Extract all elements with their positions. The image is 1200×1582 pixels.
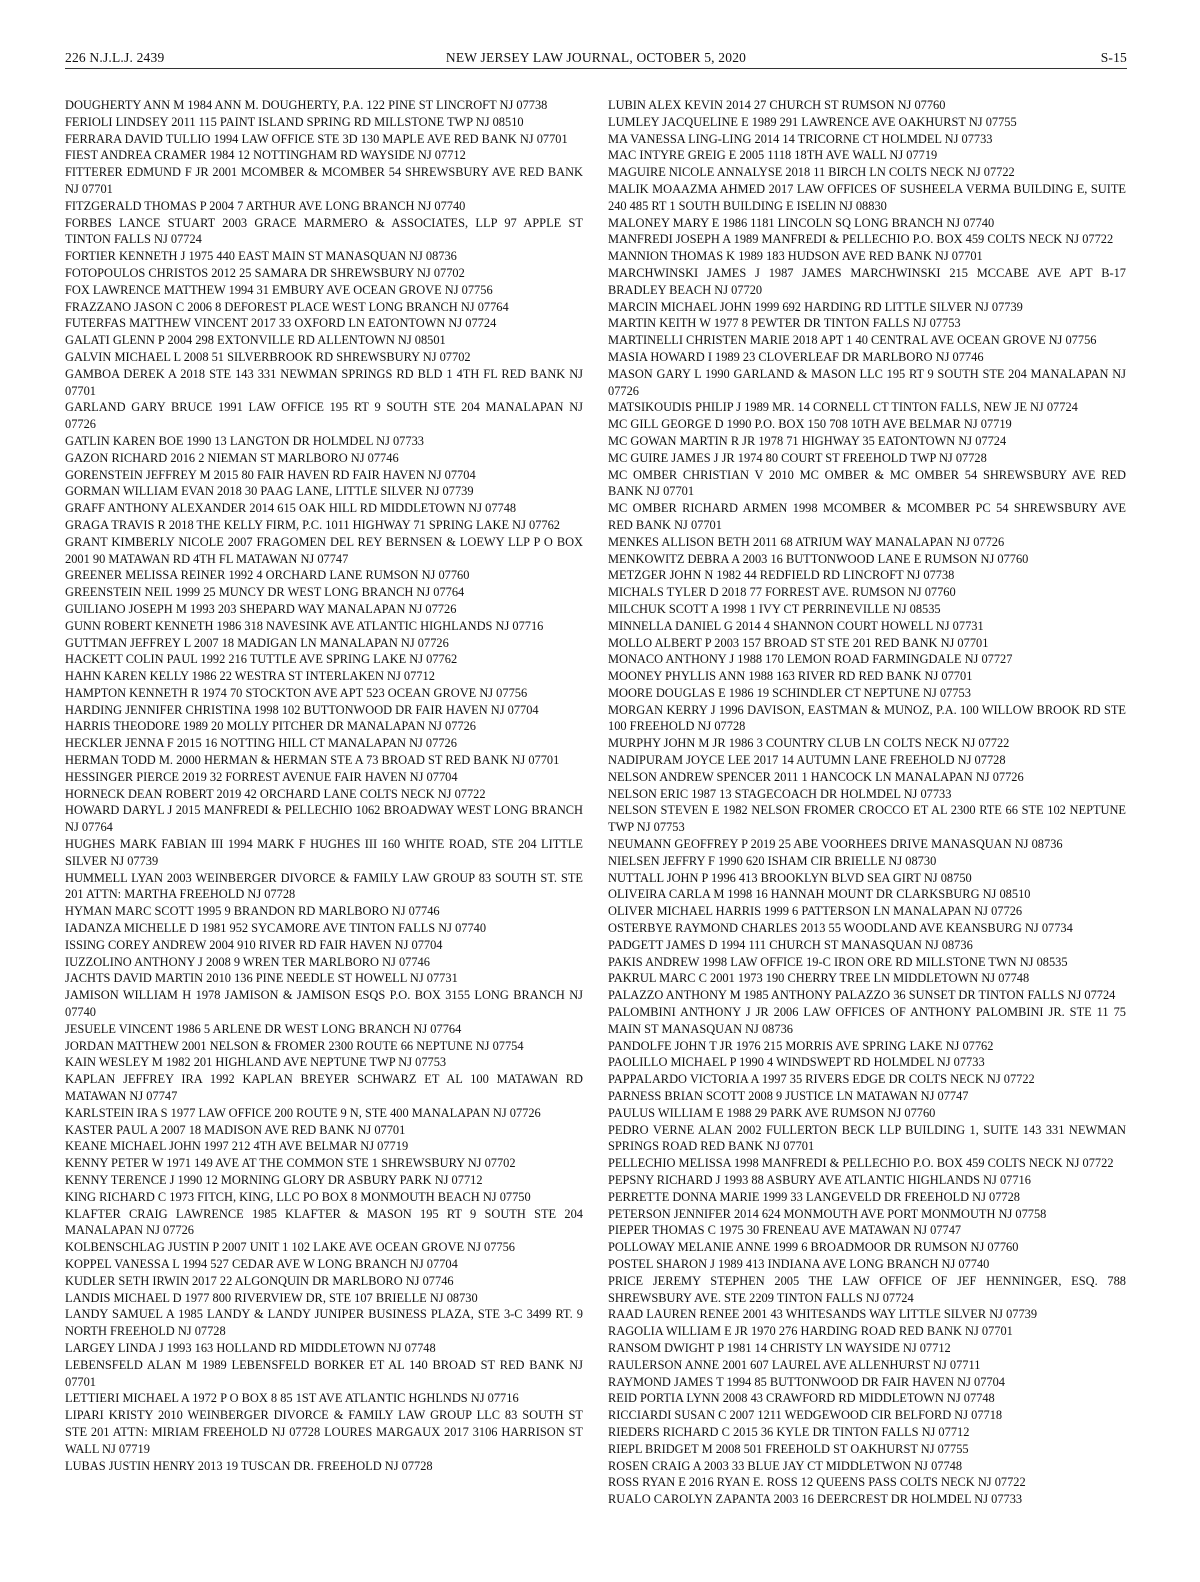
attorney-entry: MONACO ANTHONY J 1988 170 LEMON ROAD FARMINGDALE NJ 07727 (608, 652, 1013, 667)
attorney-entry: KAIN WESLEY M 1982 201 HIGHLAND AVE NEPTUNE TWP NJ 07753 (65, 1055, 447, 1070)
attorney-entry: ISSING COREY ANDREW 2004 910 RIVER RD FAIR HAVEN NJ 07704 (65, 937, 443, 952)
attorney-entry: FORBES LANCE STUART 2003 GRACE MARMERO & ASSOCIATES, LLP 97 APPLE ST TINTON FALLS NJ 07724 (65, 215, 583, 247)
attorney-entry: PALOMBINI ANTHONY J JR 2006 LAW OFFICES OF ANTHONY PALOMBINI JR. STE 11 75 MAIN ST MANASQUAN NJ 08736 (608, 1005, 1126, 1036)
attorney-entry: MANFREDI JOSEPH A 1989 MANFREDI & PELLECHIO P.O. BOX 459 COLTS NECK NJ 07722 (608, 232, 1114, 247)
attorney-entry: GALVIN MICHAEL L 2008 51 SILVERBROOK RD SHREWSBURY NJ 07702 (65, 349, 471, 364)
attorney-entry: KENNY TERENCE J 1990 12 MORNING GLORY DR ASBURY PARK NJ 07712 (65, 1173, 483, 1187)
attorney-entry: HAHN KAREN KELLY 1986 22 WESTRA ST INTERLAKEN NJ 07712 (65, 669, 435, 684)
attorney-entry: REID PORTIA LYNN 2008 43 CRAWFORD RD MIDDLETOWN NJ 07748 (608, 1391, 995, 1406)
attorney-entry: FERIOLI LINDSEY 2011 115 PAINT ISLAND SPRING RD MILLSTONE TWP NJ 08510 (65, 114, 524, 129)
attorney-entry: GARLAND GARY BRUCE 1991 LAW OFFICE 195 RT 9 SOUTH STE 204 MANALAPAN NJ 07726 (65, 400, 583, 432)
attorney-entry: LANDIS MICHAEL D 1977 800 RIVERVIEW DR, STE 107 BRIELLE NJ 08730 (65, 1290, 478, 1305)
attorney-entry: GREENER MELISSA REINER 1992 4 ORCHARD LANE RUMSON NJ 07760 (65, 568, 470, 583)
left-column (65, 97, 583, 1474)
attorney-entry: MENKES ALLISON BETH 2011 68 ATRIUM WAY MANALAPAN NJ 07726 (608, 534, 1005, 549)
attorney-entry: MC GILL GEORGE D 1990 P.O. BOX 150 708 10TH AVE BELMAR NJ 07719 (608, 417, 1012, 432)
attorney-entry: RICCIARDI SUSAN C 2007 1211 WEDGEWOOD CIR BELFORD NJ 07718 (608, 1408, 1003, 1423)
attorney-entry: LUBAS JUSTIN HENRY 2013 19 TUSCAN DR. FREEHOLD NJ 07728 (65, 1458, 433, 1473)
attorney-entry: MAGUIRE NICOLE ANNALYSE 2018 11 BIRCH LN COLTS NECK NJ 07722 (608, 165, 1015, 180)
attorney-entry: MILCHUK SCOTT A 1998 1 IVY CT PERRINEVILLE NJ 08535 (608, 601, 941, 616)
attorney-entry: PERRETTE DONNA MARIE 1999 33 LANGEVELD DR FREEHOLD NJ 07728 (608, 1189, 1020, 1204)
attorney-entry: MORGAN KERRY J 1996 DAVISON, EASTMAN & MUNOZ, P.A. 100 WILLOW BROOK RD STE 100 FREEHOLD NJ 07728 (608, 702, 1126, 734)
attorney-entry: MINNELLA DANIEL G 2014 4 SHANNON COURT HOWELL NJ 07731 (608, 618, 984, 633)
attorney-entry: OSTERBYE RAYMOND CHARLES 2013 55 WOODLAND AVE KEANSBURG NJ 07734 (608, 921, 1073, 936)
attorney-entry: MC OMBER RICHARD ARMEN 1998 MCOMBER & MCOMBER PC 54 SHREWSBURY AVE RED BANK NJ 07701 (608, 501, 1126, 532)
attorney-entry: GAMBOA DEREK A 2018 STE 143 331 NEWMAN SPRINGS RD BLD 1 4TH FL RED BANK NJ 07701 (65, 366, 583, 398)
attorney-entry: NELSON ANDREW SPENCER 2011 1 HANCOCK LN MANALAPAN NJ 07726 (608, 769, 1024, 784)
attorney-entry: PEPSNY RICHARD J 1993 88 ASBURY AVE ATLANTIC HIGHLANDS NJ 07716 (608, 1173, 1031, 1187)
attorney-entry: GUNN ROBERT KENNETH 1986 318 NAVESINK AVE ATLANTIC HIGHLANDS NJ 07716 (65, 618, 544, 633)
attorney-entry: MENKOWITZ DEBRA A 2003 16 BUTTONWOOD LANE E RUMSON NJ 07760 (608, 551, 1029, 566)
attorney-entry: LARGEY LINDA J 1993 163 HOLLAND RD MIDDLETOWN NJ 07748 (65, 1340, 436, 1355)
attorney-entry: GORMAN WILLIAM EVAN 2018 30 PAAG LANE, LITTLE SILVER NJ 07739 (65, 484, 474, 499)
attorney-entry: JAMISON WILLIAM H 1978 JAMISON & JAMISON ESQS P.O. BOX 3155 LONG BRANCH NJ 07740 (65, 988, 583, 1020)
attorney-entry: HECKLER JENNA F 2015 16 NOTTING HILL CT MANALAPAN NJ 07726 (65, 736, 457, 751)
attorney-entry: RAGOLIA WILLIAM E JR 1970 276 HARDING ROAD RED BANK NJ 07701 (608, 1324, 1013, 1339)
attorney-entry: GUILIANO JOSEPH M 1993 203 SHEPARD WAY MANALAPAN NJ 07726 (65, 601, 457, 616)
attorney-entry: PARNESS BRIAN SCOTT 2008 9 JUSTICE LN MATAWAN NJ 07747 (608, 1089, 969, 1104)
attorney-entry: FUTERFAS MATTHEW VINCENT 2017 33 OXFORD LN EATONTOWN NJ 07724 (65, 316, 497, 331)
attorney-entry: PETERSON JENNIFER 2014 624 MONMOUTH AVE PORT MONMOUTH NJ 07758 (608, 1206, 1047, 1221)
attorney-entry: RUALO CAROLYN ZAPANTA 2003 16 DEERCREST DR HOLMDEL NJ 07733 (608, 1492, 1023, 1507)
attorney-entry: RAYMOND JAMES T 1994 85 BUTTONWOOD DR FAIR HAVEN NJ 07704 (608, 1374, 1005, 1389)
attorney-entry: KENNY PETER W 1971 149 AVE AT THE COMMON STE 1 SHREWSBURY NJ 07702 (65, 1156, 516, 1171)
attorney-entry: PADGETT JAMES D 1994 111 CHURCH ST MANASQUAN NJ 08736 (608, 937, 973, 952)
attorney-entry: KAPLAN JEFFREY IRA 1992 KAPLAN BREYER SCHWARZ ET AL 100 MATAWAN RD MATAWAN NJ 07747 (65, 1072, 583, 1104)
attorney-entry: PAKRUL MARC C 2001 1973 190 CHERRY TREE LN MIDDLETOWN NJ 07748 (608, 971, 1030, 986)
attorney-entry: MANNION THOMAS K 1989 183 HUDSON AVE RED BANK NJ 07701 (608, 249, 983, 264)
attorney-entry: PAULUS WILLIAM E 1988 29 PARK AVE RUMSON NJ 07760 (608, 1105, 936, 1120)
attorney-entry: MALONEY MARY E 1986 1181 LINCOLN SQ LONG BRANCH NJ 07740 (608, 215, 995, 230)
attorney-entry: KARLSTEIN IRA S 1977 LAW OFFICE 200 ROUTE 9 N, STE 400 MANALAPAN NJ 07726 (65, 1105, 541, 1120)
attorney-entry: MOORE DOUGLAS E 1986 19 SCHINDLER CT NEPTUNE NJ 07753 (608, 685, 971, 700)
attorney-entry: MC OMBER CHRISTIAN V 2010 MC OMBER & MC OMBER 54 SHREWSBURY AVE RED BANK NJ 07701 (608, 467, 1126, 499)
attorney-entry: PEDRO VERNE ALAN 2002 FULLERTON BECK LLP BUILDING 1, SUITE 143 331 NEWMAN SPRINGS ROAD RED BANK NJ 07701 (608, 1122, 1126, 1154)
attorney-entry: MAC INTYRE GREIG E 2005 1118 18TH AVE WALL NJ 07719 (608, 148, 938, 163)
attorney-entry: JORDAN MATTHEW 2001 NELSON & FROMER 2300 ROUTE 66 NEPTUNE NJ 07754 (65, 1038, 524, 1053)
attorney-entry: POLLOWAY MELANIE ANNE 1999 6 BROADMOOR DR RUMSON NJ 07760 (608, 1240, 1019, 1255)
attorney-entry: PALAZZO ANTHONY M 1985 ANTHONY PALAZZO 36 SUNSET DR TINTON FALLS NJ 07724 (608, 988, 1116, 1003)
attorney-entry: DOUGHERTY ANN M 1984 ANN M. DOUGHERTY, P.A. 122 PINE ST LINCROFT NJ 07738 (65, 98, 548, 112)
attorney-entry: HESSINGER PIERCE 2019 32 FORREST AVENUE FAIR HAVEN NJ 07704 (65, 769, 458, 784)
attorney-entry: MARCHWINSKI JAMES J 1987 JAMES MARCHWINSKI 215 MCCABE AVE APT B-17 BRADLEY BEACH NJ 07720 (608, 265, 1126, 297)
attorney-entry: GREENSTEIN NEIL 1999 25 MUNCY DR WEST LONG BRANCH NJ 07764 (65, 585, 465, 600)
attorney-entry: OLIVER MICHAEL HARRIS 1999 6 PATTERSON LN MANALAPAN NJ 07726 (608, 904, 1023, 919)
attorney-entry: MC GOWAN MARTIN R JR 1978 71 HIGHWAY 35 EATONTOWN NJ 07724 (608, 433, 1007, 448)
attorney-entry: KING RICHARD C 1973 FITCH, KING, LLC PO BOX 8 MONMOUTH BEACH NJ 07750 (65, 1189, 531, 1204)
attorney-entry: FOX LAWRENCE MATTHEW 1994 31 EMBURY AVE OCEAN GROVE NJ 07756 (65, 282, 493, 297)
attorney-entry: RIEDERS RICHARD C 2015 36 KYLE DR TINTON FALLS NJ 07712 (608, 1424, 970, 1439)
attorney-entry: JACHTS DAVID MARTIN 2010 136 PINE NEEDLE ST HOWELL NJ 07731 (65, 971, 458, 986)
attorney-entry: METZGER JOHN N 1982 44 REDFIELD RD LINCROFT NJ 07738 (608, 568, 955, 583)
attorney-entry: MICHALS TYLER D 2018 77 FORREST AVE. RUMSON NJ 07760 (608, 585, 956, 600)
attorney-entry: MA VANESSA LING-LING 2014 14 TRICORNE CT HOLMDEL NJ 07733 (608, 131, 993, 146)
attorney-entry: PAKIS ANDREW 1998 LAW OFFICE 19-C IRON ORE RD MILLSTONE TWN NJ 08535 (608, 954, 1068, 969)
attorney-entry: GAZON RICHARD 2016 2 NIEMAN ST MARLBORO NJ 07746 (65, 450, 399, 465)
attorney-entry: MARCIN MICHAEL JOHN 1999 692 HARDING RD LITTLE SILVER NJ 07739 (608, 299, 1023, 314)
attorney-entry: IADANZA MICHELLE D 1981 952 SYCAMORE AVE TINTON FALLS NJ 07740 (65, 921, 487, 936)
attorney-entry: IUZZOLINO ANTHONY J 2008 9 WREN TER MARLBORO NJ 07746 (65, 954, 430, 969)
attorney-entry: GRAFF ANTHONY ALEXANDER 2014 615 OAK HILL RD MIDDLETOWN NJ 07748 (65, 501, 517, 516)
attorney-entry: LUBIN ALEX KEVIN 2014 27 CHURCH ST RUMSON NJ 07760 (608, 98, 946, 112)
attorney-entry: RAULERSON ANNE 2001 607 LAUREL AVE ALLENHURST NJ 07711 (608, 1357, 981, 1372)
attorney-entry: HERMAN TODD M. 2000 HERMAN & HERMAN STE A 73 BROAD ST RED BANK NJ 07701 (65, 753, 560, 768)
attorney-entry: HYMAN MARC SCOTT 1995 9 BRANDON RD MARLBORO NJ 07746 (65, 904, 440, 919)
attorney-entry: FORTIER KENNETH J 1975 440 EAST MAIN ST MANASQUAN NJ 08736 (65, 249, 457, 264)
attorney-entry: PAPPALARDO VICTORIA A 1997 35 RIVERS EDGE DR COLTS NECK NJ 07722 (608, 1072, 1035, 1087)
right-column (608, 97, 1126, 1508)
attorney-entry: MARTIN KEITH W 1977 8 PEWTER DR TINTON FALLS NJ 07753 (608, 316, 961, 331)
attorney-entry: OLIVEIRA CARLA M 1998 16 HANNAH MOUNT DR CLARKSBURG NJ 08510 (608, 887, 1031, 902)
attorney-entry: MASIA HOWARD I 1989 23 CLOVERLEAF DR MARLBORO NJ 07746 (608, 349, 984, 364)
attorney-entry: GALATI GLENN P 2004 298 EXTONVILLE RD ALLENTOWN NJ 08501 (65, 333, 446, 348)
attorney-entry: FITTERER EDMUND F JR 2001 MCOMBER & MCOMBER 54 SHREWSBURY AVE RED BANK NJ 07701 (65, 165, 583, 196)
attorney-entry: LIPARI KRISTY 2010 WEINBERGER DIVORCE & FAMILY LAW GROUP LLC 83 SOUTH ST STE 201 ATTN: MIRIAM FREEHOLD NJ 07728 LOURES MARGAUX 2017 3106 HARRISON ST WALL NJ 07719 (65, 1408, 583, 1456)
attorney-entry: HARDING JENNIFER CHRISTINA 1998 102 BUTTONWOOD DR FAIR HAVEN NJ 07704 (65, 702, 539, 717)
attorney-entry: MARTINELLI CHRISTEN MARIE 2018 APT 1 40 CENTRAL AVE OCEAN GROVE NJ 07756 (608, 333, 1097, 348)
attorney-entry: PAOLILLO MICHAEL P 1990 4 WINDSWEPT RD HOLMDEL NJ 07733 (608, 1055, 985, 1070)
attorney-entry: PANDOLFE JOHN T JR 1976 215 MORRIS AVE SPRING LAKE NJ 07762 (608, 1038, 994, 1053)
attorney-entry: GORENSTEIN JEFFREY M 2015 80 FAIR HAVEN RD FAIR HAVEN NJ 07704 (65, 467, 476, 482)
attorney-entry: KOLBENSCHLAG JUSTIN P 2007 UNIT 1 102 LAKE AVE OCEAN GROVE NJ 07756 (65, 1240, 515, 1255)
attorney-entry: KEANE MICHAEL JOHN 1997 212 4TH AVE BELMAR NJ 07719 (65, 1139, 409, 1154)
attorney-entry: HARRIS THEODORE 1989 20 MOLLY PITCHER DR MANALAPAN NJ 07726 (65, 719, 477, 734)
page-number: S-15 (1100, 50, 1127, 65)
attorney-entry: PIEPER THOMAS C 1975 30 FRENEAU AVE MATAWAN NJ 07747 (608, 1223, 962, 1238)
attorney-entry: HOWARD DARYL J 2015 MANFREDI & PELLECHIO 1062 BROADWAY WEST LONG BRANCH NJ 07764 (65, 803, 583, 835)
attorney-entry: PRICE JEREMY STEPHEN 2005 THE LAW OFFICE OF JEF HENNINGER, ESQ. 788 SHREWSBURY AVE. STE 2209 TINTON FALLS NJ 07724 (608, 1273, 1126, 1305)
attorney-entry: RANSOM DWIGHT P 1981 14 CHRISTY LN WAYSIDE NJ 07712 (608, 1340, 951, 1355)
attorney-entry: HUMMELL LYAN 2003 WEINBERGER DIVORCE & FAMILY LAW GROUP 83 SOUTH ST. STE 201 ATTN: MARTHA FREEHOLD NJ 07728 (65, 870, 583, 902)
attorney-entry: ROSS RYAN E 2016 RYAN E. ROSS 12 QUEENS PASS COLTS NECK NJ 07722 (608, 1475, 1026, 1490)
attorney-entry: GATLIN KAREN BOE 1990 13 LANGTON DR HOLMDEL NJ 07733 (65, 433, 424, 448)
attorney-entry: MOLLO ALBERT P 2003 157 BROAD ST STE 201 RED BANK NJ 07701 (608, 635, 989, 650)
attorney-entry: LEBENSFELD ALAN M 1989 LEBENSFELD BORKER ET AL 140 BROAD ST RED BANK NJ 07701 (65, 1357, 583, 1389)
attorney-entry: NUTTALL JOHN P 1996 413 BROOKLYN BLVD SEA GIRT NJ 08750 (608, 870, 972, 885)
attorney-entry: GUTTMAN JEFFREY L 2007 18 MADIGAN LN MANALAPAN NJ 07726 (65, 635, 449, 650)
attorney-entry: HACKETT COLIN PAUL 1992 216 TUTTLE AVE SPRING LAKE NJ 07762 (65, 652, 458, 667)
attorney-entry: HUGHES MARK FABIAN III 1994 MARK F HUGHES III 160 WHITE ROAD, STE 204 LITTLE SILVER NJ 07739 (65, 837, 583, 868)
attorney-entry: KLAFTER CRAIG LAWRENCE 1985 KLAFTER & MASON 195 RT 9 SOUTH STE 204 MANALAPAN NJ 07726 (65, 1206, 583, 1238)
attorney-entry: NIELSEN JEFFRY F 1990 620 ISHAM CIR BRIELLE NJ 08730 (608, 853, 937, 868)
attorney-entry: FOTOPOULOS CHRISTOS 2012 25 SAMARA DR SHREWSBURY NJ 07702 (65, 265, 465, 280)
attorney-entry: FERRARA DAVID TULLIO 1994 LAW OFFICE STE 3D 130 MAPLE AVE RED BANK NJ 07701 (65, 131, 568, 146)
attorney-entry: NADIPURAM JOYCE LEE 2017 14 AUTUMN LANE FREEHOLD NJ 07728 (608, 753, 1006, 768)
attorney-entry: LETTIERI MICHAEL A 1972 P O BOX 8 85 1ST AVE ATLANTIC HGHLNDS NJ 07716 (65, 1391, 519, 1406)
attorney-entry: KOPPEL VANESSA L 1994 527 CEDAR AVE W LONG BRANCH NJ 07704 (65, 1256, 458, 1271)
publication-title: NEW JERSEY LAW JOURNAL, OCTOBER 5, 2020 (445, 50, 747, 65)
attorney-entry: HORNECK DEAN ROBERT 2019 42 ORCHARD LANE COLTS NECK NJ 07722 (65, 786, 486, 801)
attorney-entry: NEUMANN GEOFFREY P 2019 25 ABE VOORHEES DRIVE MANASQUAN NJ 08736 (608, 837, 1063, 852)
attorney-entry: FITZGERALD THOMAS P 2004 7 ARTHUR AVE LONG BRANCH NJ 07740 (65, 198, 466, 213)
attorney-entry: KUDLER SETH IRWIN 2017 22 ALGONQUIN DR MARLBORO NJ 07746 (65, 1273, 454, 1288)
attorney-entry: KASTER PAUL A 2007 18 MADISON AVE RED BANK NJ 07701 (65, 1122, 406, 1137)
attorney-entry: MOONEY PHYLLIS ANN 1988 163 RIVER RD RED BANK NJ 07701 (608, 669, 973, 684)
attorney-entry: MC GUIRE JAMES J JR 1974 80 COURT ST FREEHOLD TWP NJ 07728 (608, 450, 987, 465)
attorney-entry: MASON GARY L 1990 GARLAND & MASON LLC 195 RT 9 SOUTH STE 204 MANALAPAN NJ 07726 (608, 366, 1126, 398)
attorney-entry: PELLECHIO MELISSA 1998 MANFREDI & PELLECHIO P.O. BOX 459 COLTS NECK NJ 07722 (608, 1156, 1114, 1171)
attorney-entry: JESUELE VINCENT 1986 5 ARLENE DR WEST LONG BRANCH NJ 07764 (65, 1021, 462, 1036)
page-header (65, 50, 1127, 69)
attorney-entry: FRAZZANO JASON C 2006 8 DEFOREST PLACE WEST LONG BRANCH NJ 07764 (65, 299, 509, 314)
attorney-entry: GRANT KIMBERLY NICOLE 2007 FRAGOMEN DEL REY BERNSEN & LOEWY LLP P O BOX 2001 90 MATAWAN RD 4TH FL MATAWAN NJ 07747 (65, 534, 583, 566)
attorney-entry: MURPHY JOHN M JR 1986 3 COUNTRY CLUB LN COLTS NECK NJ 07722 (608, 736, 1010, 751)
attorney-entry: POSTEL SHARON J 1989 413 INDIANA AVE LONG BRANCH NJ 07740 (608, 1256, 990, 1271)
attorney-entry: LANDY SAMUEL A 1985 LANDY & LANDY JUNIPER BUSINESS PLAZA, STE 3-C 3499 RT. 9 NORTH FREEHOLD NJ 07728 (65, 1307, 583, 1339)
attorney-entry: MATSIKOUDIS PHILIP J 1989 MR. 14 CORNELL CT TINTON FALLS, NEW JE NJ 07724 (608, 400, 1078, 415)
attorney-entry: FIEST ANDREA CRAMER 1984 12 NOTTINGHAM RD WAYSIDE NJ 07712 (65, 148, 466, 163)
attorney-entry: NELSON ERIC 1987 13 STAGECOACH DR HOLMDEL NJ 07733 (608, 786, 952, 801)
attorney-entry: NELSON STEVEN E 1982 NELSON FROMER CROCCO ET AL 2300 RTE 66 STE 102 NEPTUNE TWP NJ 07753 (608, 803, 1126, 835)
attorney-entry: HAMPTON KENNETH R 1974 70 STOCKTON AVE APT 523 OCEAN GROVE NJ 07756 (65, 685, 528, 700)
page-citation: 226 N.J.L.J. 2439 (65, 50, 165, 65)
attorney-entry: RIEPL BRIDGET M 2008 501 FREEHOLD ST OAKHURST NJ 07755 (608, 1441, 969, 1456)
attorney-entry: GRAGA TRAVIS R 2018 THE KELLY FIRM, P.C. 1011 HIGHWAY 71 SPRING LAKE NJ 07762 (65, 517, 560, 532)
attorney-entry: MALIK MOAAZMA AHMED 2017 LAW OFFICES OF SUSHEELA VERMA BUILDING E, SUITE 240 485 RT 1 SOUTH BUILDING E ISELIN NJ 08830 (608, 181, 1126, 213)
attorney-entry: ROSEN CRAIG A 2003 33 BLUE JAY CT MIDDLETWON NJ 07748 (608, 1458, 963, 1473)
attorney-entry: LUMLEY JACQUELINE E 1989 291 LAWRENCE AVE OAKHURST NJ 07755 (608, 114, 1017, 129)
attorney-entry: RAAD LAUREN RENEE 2001 43 WHITESANDS WAY LITTLE SILVER NJ 07739 (608, 1307, 1038, 1322)
